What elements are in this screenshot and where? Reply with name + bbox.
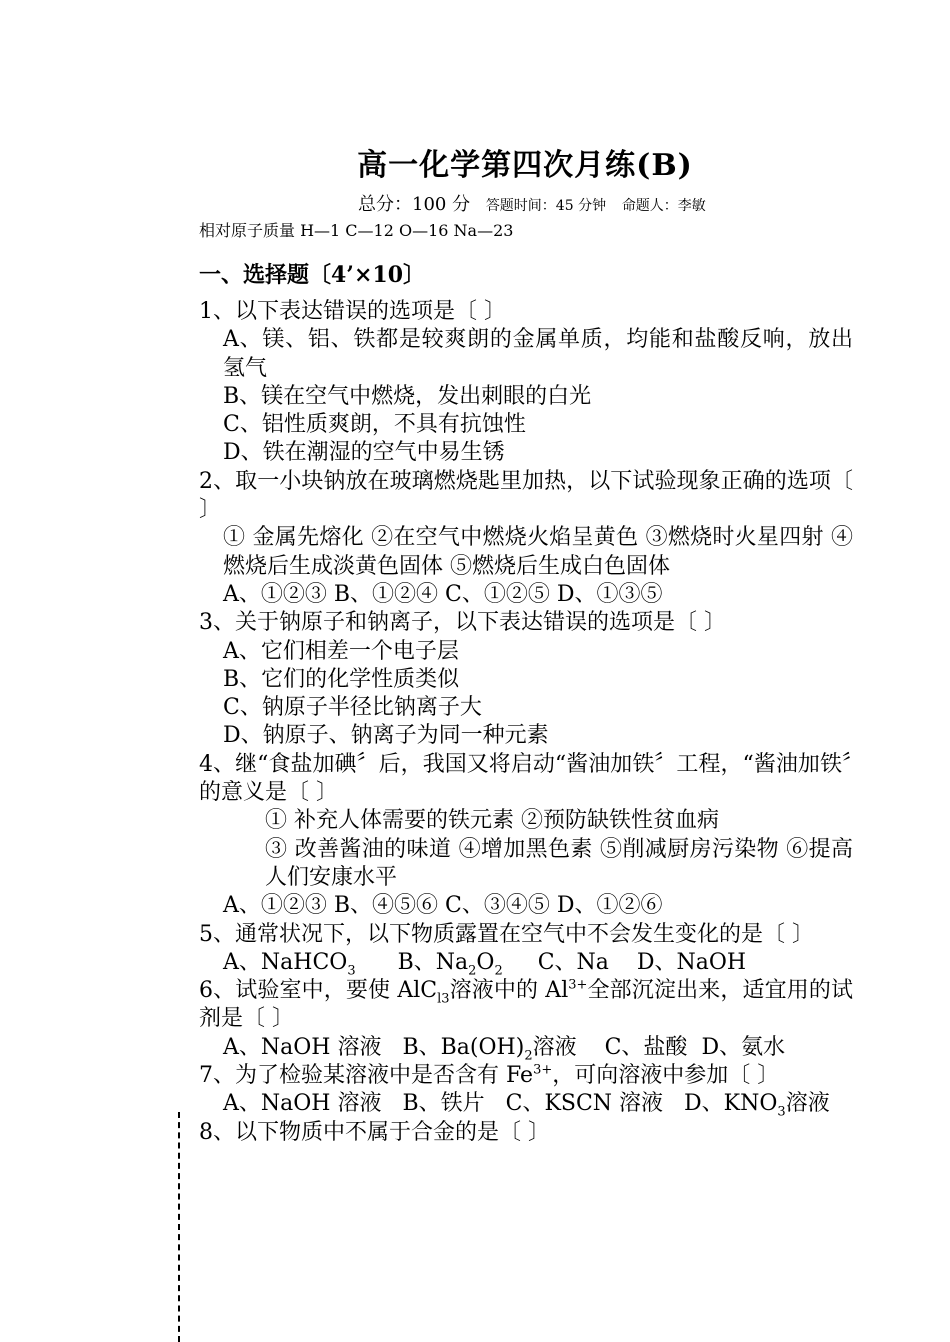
question-7-options [199,1090,853,1118]
question-7-option-c: C、KSCN 溶液 [505,1091,664,1117]
question-3-stem: 3、关于钠原子和钠离子，以下表达错误的选项是〔 〕 [199,610,726,636]
question-1-option-b: B、镁在空气中燃烧，发出刺眼的白光 [223,383,592,409]
question-4-item-line-1: ① 补充人体需要的铁元素 ②预防缺铁性贫血病 [265,808,719,834]
question-7-option-d: D、$KNO_3$溶液 [684,1091,830,1120]
question-6-options [199,1034,853,1062]
answer-time: 答题时间：45 分钟 [485,198,607,214]
question-5-option-d: D、NaOH [636,949,747,975]
question-1-option-a: A、镁、铝、铁都是较爽朗的金属单质，均能和盐酸反响，放出氢气 [223,327,853,381]
question-1-stem: 1、以下表达错误的选项是〔 〕 [199,299,506,324]
question-1-option-d: D、铁在潮湿的空气中易生锈 [223,440,505,466]
question-5-option-a: A、NaHCO$_3$ [223,949,356,979]
question-6-stem: 6、试验室中，要使 AlC$_{l3}$溶液中的 $Al^{3+}$全部沉淀出来，适宜用的试剂是〔 〕 [199,977,853,1032]
exam-title: 高一化学第四次月练(B) [357,148,693,183]
question-2-options: A、①②③ B、①②④ C、①②⑤ D、①③⑤ [223,581,663,607]
question-list [199,298,853,1147]
question-3-option-c: C、钠原子半径比钠离子大 [223,695,482,721]
binding-cut-line [178,1112,180,1342]
section-title: 一、选择题〔4’×10〕 [199,262,426,288]
question-4-options: A、①②③ B、④⑤⑥ C、③④⑤ D、①②⑥ [223,893,663,919]
question-5-option-c: C、Na [537,949,609,975]
exam-meta [358,190,706,216]
question-3-option-b: B、它们的化学性质类似 [223,666,460,692]
question-3-option-a: A、它们相差一个电子层 [223,638,459,664]
question-1-option-c: C、铝性质爽朗，不具有抗蚀性 [223,412,526,438]
question-6-option-c: C、盐酸 [604,1034,688,1060]
question-6-option-a: A、NaOH 溶液 [223,1034,382,1060]
total-score: 总分：100 分 [358,194,471,215]
question-3-option-d: D、钠原子、钠离子为同一种元素 [223,723,549,749]
question-2-stem: 2、取一小块钠放在玻璃燃烧匙里加热，以下试验现象正确的选项〔 〕 [199,468,853,523]
question-2-items: ① 金属先熔化 ②在空气中燃烧火焰呈黄色 ③燃烧时火星四射 ④燃烧后生成淡黄色固体 ⑤燃烧后生成白色固体 [223,525,853,579]
question-5-stem: 5、通常状况下，以下物质露置在空气中不会发生变化的是〔 〕 [199,921,814,947]
question-7-stem: 7、为了检验某溶液中是否含有 $Fe^{3+}$，可向溶液中参加〔 〕 [199,1062,780,1089]
question-5-option-b: B、$Na_2O_2$ [397,949,503,979]
question-8-stem: 8、以下物质中不属于合金的是〔 〕 [199,1119,550,1145]
question-7-option-b: B、铁片 [402,1091,485,1117]
question-6-option-b: B、$Ba(OH)_2$溶液 [402,1034,577,1064]
question-6-option-d: D、氨水 [701,1034,786,1060]
question-7-option-a: A、NaOH 溶液 [223,1091,382,1117]
question-4-item-line-2: ③ 改善酱油的味道 ④增加黑色素 ⑤削减厨房污染物 ⑥提高人们安康水平 [265,836,853,890]
question-5-options [199,949,853,977]
question-4-stem: 4、继“食盐加碘〞后，我国又将启动“酱油加铁〞工程，“酱油加铁〞的意义是〔 〕 [199,751,853,806]
exam-author: 命题人：李敏 [621,198,706,214]
atomic-mass-note: 相对原子质量 H—1 C—12 O—16 Na—23 [199,221,514,240]
